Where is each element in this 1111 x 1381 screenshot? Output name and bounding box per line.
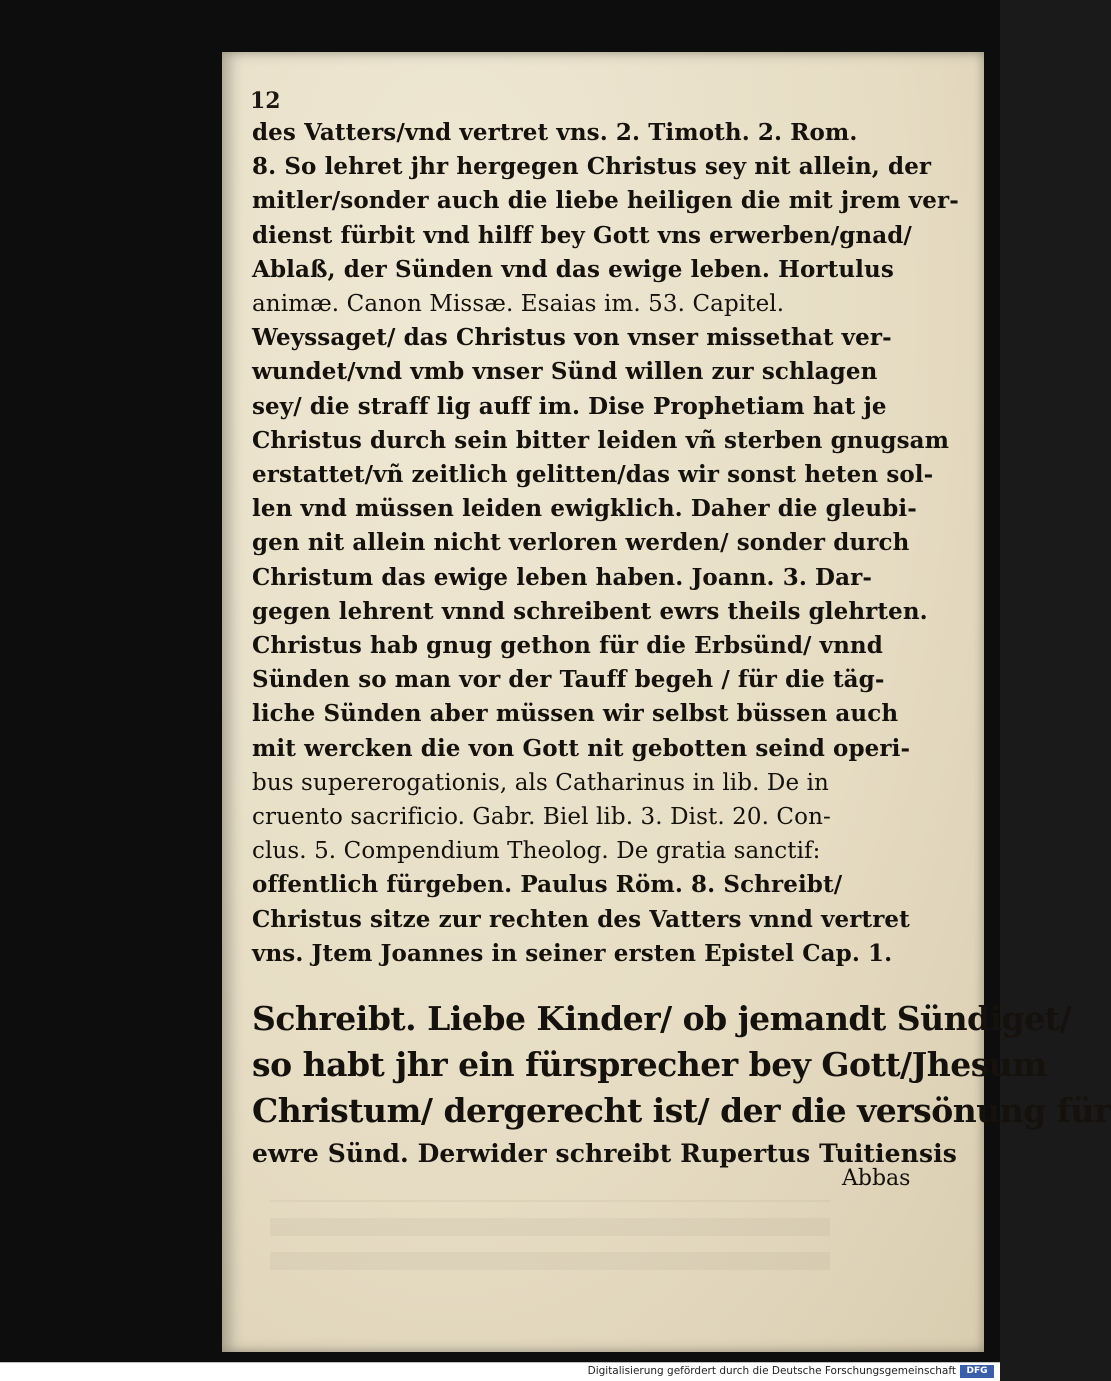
text-line: mitler/sonder auch die liebe heiligen die mit jrem ver- bbox=[252, 187, 959, 215]
text-line: bus supererogationis, als Catharinus in lib. De in bbox=[252, 769, 829, 796]
text-line: so habt jhr ein fürsprecher bey Gott/Jhesum bbox=[252, 1045, 1047, 1084]
text-line: Christum das ewige leben haben. Joann. 3. Dar- bbox=[252, 563, 872, 591]
text-line: 8. So lehret jhr hergegen Christus sey nit allein, der bbox=[252, 153, 932, 181]
text-line: Christus sitze zur rechten des Vatters vnnd vertret bbox=[252, 905, 910, 933]
text-line: offentlich fürgeben. Paulus Röm. 8. Schreibt/ bbox=[252, 871, 843, 899]
text-line: ewre Sünd. Derwider schreibt Rupertus Tuitiensis bbox=[252, 1139, 957, 1168]
text-line: Schreibt. Liebe Kinder/ ob jemandt Sündiget/ bbox=[252, 999, 1072, 1038]
text-line: dienst fürbit vnd hilff bey Gott vns erwerben/gnad/ bbox=[252, 221, 912, 249]
text-line: Christum/ dergerecht ist/ der die versönung für bbox=[252, 1091, 1111, 1130]
text-line: Christus durch sein bitter leiden vñ sterben gnugsam bbox=[252, 426, 950, 454]
large-type-block bbox=[252, 996, 1111, 1174]
footer-credit: Digitalisierung gefördert durch die Deutsche Forschungsgemeinschaft bbox=[587, 1365, 956, 1377]
text-line: erstattet/vñ zeitlich gelitten/das wir sonst heten sol- bbox=[252, 461, 934, 489]
text-line: des Vatters/vnd vertret vns. 2. Timoth. 2. Rom. bbox=[252, 119, 858, 146]
text-line: wundet/vnd vmb vnser Sünd willen zur schlagen bbox=[252, 358, 878, 386]
text-line: len vnd müssen leiden ewigklich. Daher die gleubi- bbox=[252, 495, 917, 523]
text-line: animæ. Canon Missæ. Esaias im. 53. Capitel. bbox=[252, 291, 785, 318]
text-line: Sünden so man vor der Tauff begeh / für die täg- bbox=[252, 666, 885, 694]
text-line: gen nit allein nicht verloren werden/ sonder durch bbox=[252, 529, 910, 557]
page-number: 12 bbox=[250, 88, 281, 114]
text-line: Christus hab gnug gethon für die Erbsünd/ vnnd bbox=[252, 632, 883, 660]
body-text bbox=[252, 116, 959, 971]
bleed-through bbox=[270, 1200, 830, 1270]
text-line: clus. 5. Compendium Theolog. De gratia sanctif: bbox=[252, 838, 821, 865]
text-line: Weyssaget/ das Christus von vnser missethat ver- bbox=[252, 324, 892, 352]
dfg-logo-icon: DFG bbox=[960, 1365, 994, 1378]
footer-bar bbox=[0, 1362, 1000, 1381]
catchword: Abbas bbox=[842, 1166, 911, 1191]
text-line: sey/ die straff lig auff im. Dise Prophetiam hat je bbox=[252, 392, 887, 420]
text-line: gegen lehrent vnnd schreibent ewrs theils glehrten. bbox=[252, 597, 928, 625]
text-line: mit wercken die von Gott nit gebotten seind operi- bbox=[252, 734, 911, 762]
text-line: liche Sünden aber müssen wir selbst büssen auch bbox=[252, 700, 899, 728]
text-line: Ablaß, der Sünden vnd das ewige leben. Hortulus bbox=[252, 255, 894, 283]
text-line: vns. Jtem Joannes in seiner ersten Epistel Cap. 1. bbox=[252, 939, 893, 967]
text-line: cruento sacrificio. Gabr. Biel lib. 3. Dist. 20. Con- bbox=[252, 804, 831, 831]
